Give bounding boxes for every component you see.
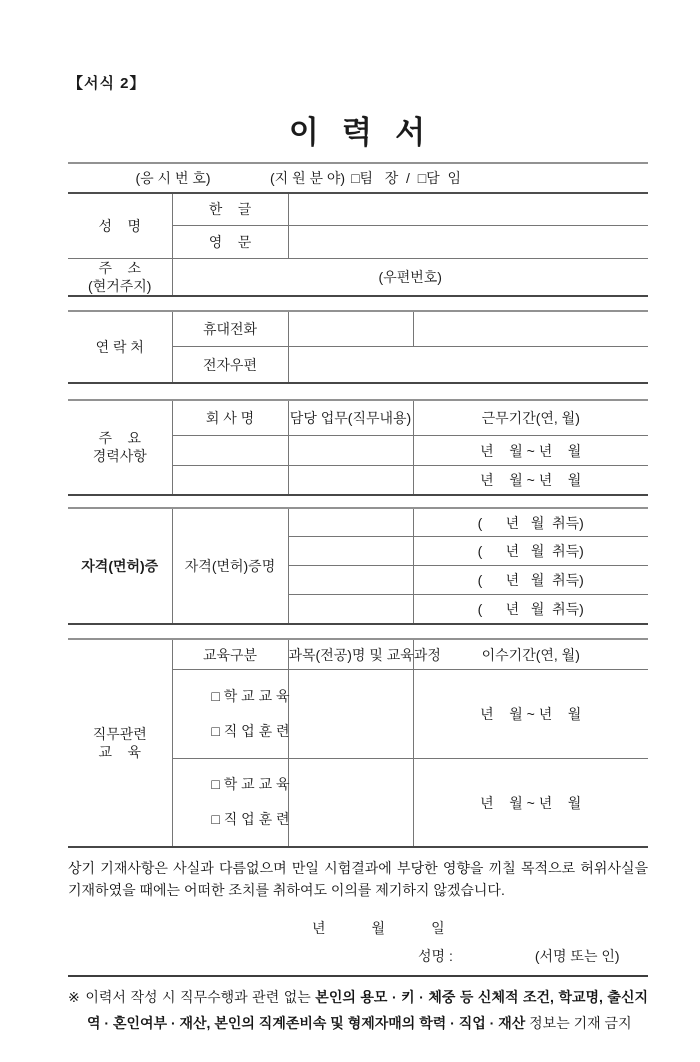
license-label-cell (68, 508, 172, 624)
note-text-bold: 본인의 용모 · 키 · 체중 등 신체적 조건, 학교명, 출신지역 · 혼인여부 · 재산, 본인의 직계존비속 및 형제자매의 학력 · 직업 · 재산 (87, 989, 648, 1032)
exam-number-label: (응 시 번 호) (135, 170, 211, 186)
email-value-cell (288, 347, 648, 383)
email-label-cell (172, 347, 288, 383)
declaration-text: 상기 기재사항은 사실과 다름없으며 만일 시험결과에 부당한 영향을 끼칠 목적으로 허위사실을 기재하였을 때에는 어떠한 조치를 취하여도 이의를 제기하지 않겠습니다. (68, 860, 648, 899)
license-date-cell (413, 595, 648, 624)
date-day-label: 일 (431, 920, 445, 937)
education-subject-header: 과목(전공)명 및 교육과정 (288, 646, 441, 663)
name-label: 성 명 (98, 217, 142, 234)
work-period-template: 년 월 ~ 년 월 (480, 472, 582, 489)
company-header-cell (172, 400, 288, 436)
license-name-header-cell (172, 508, 288, 624)
company-header: 회 사 명 (205, 410, 255, 427)
work-period-value-cell (413, 436, 648, 466)
privacy-note (68, 984, 648, 1036)
name-english-label: 영 문 (208, 233, 252, 250)
applicant-info-table (68, 162, 648, 297)
exam-number-row (68, 163, 648, 193)
education-sublabel: 교 육 (98, 744, 142, 761)
reference-mark: ※ (68, 989, 81, 1006)
page-title: 이 력 서 (288, 115, 428, 150)
work-period-header: 근무기간(연, 월) (481, 410, 580, 427)
contact-label: 연 락 처 (95, 338, 144, 355)
education-subject-header-cell (288, 639, 441, 670)
education-table (68, 638, 648, 849)
mobile-value-cell (288, 311, 413, 347)
license-date-cell (413, 537, 648, 566)
date-line (312, 918, 648, 938)
education-label-cell (68, 639, 172, 848)
duty-header: 담당 업무(직무내용) (289, 410, 412, 427)
education-period-template: 년 월 ~ 년 월 (480, 706, 582, 723)
education-period-template: 년 월 ~ 년 월 (480, 794, 582, 811)
address-label: 주 소 (98, 259, 142, 276)
duty-value-cell (288, 466, 413, 495)
date-month-label: 월 (371, 920, 386, 937)
education-period-value-cell (413, 670, 648, 759)
license-value-cell (288, 508, 413, 537)
career-table (68, 399, 648, 496)
license-date-template: ( 년 월 취득) (477, 572, 584, 589)
signature-name-label: 성명 : (418, 948, 453, 965)
license-date-cell (413, 508, 648, 537)
date-year-label: 년 (312, 920, 326, 937)
license-table (68, 507, 648, 625)
work-period-value-cell (413, 466, 648, 495)
work-period-template: 년 월 ~ 년 월 (480, 442, 582, 459)
vocational-training-checkbox: □ 직 업 훈 련 (211, 811, 290, 828)
address-sublabel: (현거주지) (88, 277, 152, 294)
email-label: 전자우편 (202, 356, 258, 373)
license-date-template: ( 년 월 취득) (477, 543, 584, 560)
name-english-label-cell (172, 225, 288, 258)
contact-label-cell (68, 311, 172, 383)
application-field-options: □팀 장 / □담 임 (351, 170, 461, 186)
education-type-options-cell (172, 758, 288, 847)
mobile-extra-cell (413, 311, 648, 347)
education-subject-value-cell (288, 670, 413, 759)
name-label-cell (68, 193, 172, 258)
career-label: 주 요 (98, 430, 142, 447)
license-date-template: ( 년 월 취득) (477, 514, 584, 531)
name-english-value-cell (288, 225, 648, 258)
resume-form-page (0, 72, 700, 1062)
seal-note: (서명 또는 인) (534, 948, 620, 965)
license-value-cell (288, 566, 413, 595)
note-text-regular: 이력서 작성 시 직무수행과 관련 없는 (85, 989, 316, 1006)
postcode-label: (우편번호) (378, 268, 442, 285)
education-label: 직무관련 (92, 725, 147, 742)
education-type-header-cell (172, 639, 288, 670)
name-korean-label-cell (172, 193, 288, 225)
license-name-header: 자격(면허)증명 (184, 557, 276, 574)
duty-value-cell (288, 436, 413, 466)
contact-table (68, 310, 648, 384)
license-date-cell (413, 566, 648, 595)
note-text-regular: 정보는 기재 금지 (525, 1015, 632, 1032)
license-value-cell (288, 595, 413, 624)
school-education-checkbox: □ 학 교 교 육 (211, 776, 290, 793)
address-value-cell (172, 258, 648, 296)
license-label: 자격(면허)증 (81, 557, 159, 574)
education-subject-value-cell (288, 758, 413, 847)
bottom-divider (68, 975, 648, 977)
form-code: 【서식 2】 (68, 75, 146, 92)
duty-header-cell (288, 400, 413, 436)
name-korean-value-cell (288, 193, 648, 225)
education-period-value-cell (413, 758, 648, 847)
education-period-header: 이수기간(연, 월) (481, 646, 580, 663)
vocational-training-checkbox: □ 직 업 훈 련 (211, 722, 290, 739)
education-period-header-cell (413, 639, 648, 670)
address-label-cell (68, 258, 172, 296)
company-value-cell (172, 436, 288, 466)
mobile-label: 휴대전화 (202, 321, 258, 338)
company-value-cell (172, 466, 288, 495)
education-type-options-cell (172, 670, 288, 759)
work-period-header-cell (413, 400, 648, 436)
license-date-template: ( 년 월 취득) (477, 601, 584, 618)
career-label-cell (68, 400, 172, 495)
signature-line (68, 946, 648, 966)
mobile-label-cell (172, 311, 288, 347)
license-value-cell (288, 537, 413, 566)
school-education-checkbox: □ 학 교 교 육 (211, 687, 290, 704)
name-korean-label: 한 글 (208, 201, 252, 218)
education-type-header: 교육구분 (202, 646, 258, 663)
application-field-label: (지 원 분 야) (270, 170, 346, 186)
career-sublabel: 경력사항 (92, 448, 147, 465)
